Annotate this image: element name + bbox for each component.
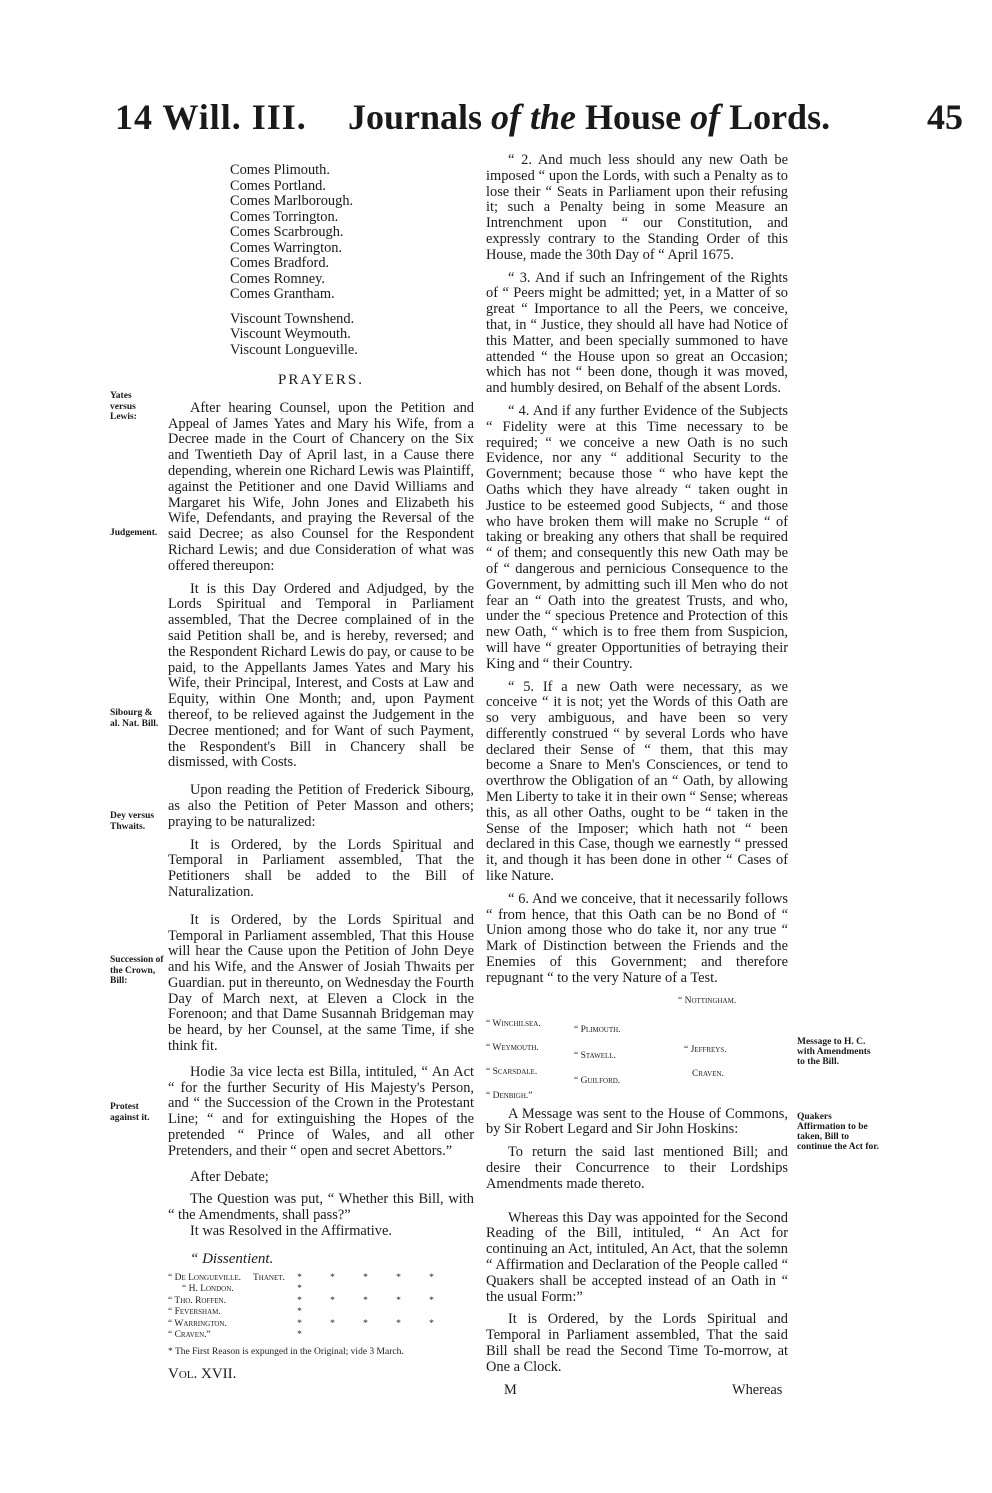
dissent-name: “ Tho. Roffen.: [168, 1295, 226, 1306]
paragraph-dey-thwaits: It is Ordered, by the Lords Spiritual and Temporal in Parliament assembled, That this House will hear the Cause upon the Petition of John Deye and his Wife, and the Answer of Josiah Thwaits per Guardian. put in thereunto, on Wednesday the Fourth Day of March next, at Eleven a Clock in the Forenoon; and that Dame Susannah Bridgeman may be heard, by her Counsel, at the same Time, if she think fit.: [168, 911, 474, 1055]
title-of-the: of the: [491, 97, 577, 137]
lord-entry: Comes Marlborough.: [230, 193, 354, 209]
signature-guilford: “ Guilford.: [574, 1075, 621, 1086]
title-lords: Lords.: [729, 97, 831, 137]
lord-entry: Comes Portland.: [230, 177, 326, 194]
paragraph-sibourg: Upon reading the Petition of Frederick Sibourg, as also the Petition of Peter Masson and others; praying to be naturalized:: [168, 782, 474, 830]
reason-5: “ 5. If a new Oath were necessary, as we conceive “ it is not; yet the Words of this Oath are so very ambiguous, and have been so very differently construed “ by several Lords who have declared their Sense of “ them, that this may become a Snare to Men's Consciences, or tend to overthrow the Obligation of an “ Oath, by allowing Men Liberty to take it in their own “ Sense; whereas this, as all other Oaths, ought to be “ taken in the Sense of the Imposer; which hath not “ been declared in this Case, though we earnestly “ pressed it, and though it has been done in other “ Cases of like Nature.: [486, 678, 788, 885]
signature-scarsdale: “ Scarsdale.: [486, 1066, 538, 1077]
signature-denbigh: “ Denbigh.”: [486, 1090, 533, 1101]
title-journals: Journals: [348, 97, 483, 137]
title-of: of: [690, 97, 721, 137]
reason-3: “ 3. And if such an Infringement of the Rights of “ Peers might be admitted; yet, in a Matter of so great “ Importance to all the Peers, we conceive, that, in “ Justice, they should all have had Notice of this Matter, and been specially summoned to have attended “ the House upon so great an Occasion; which has not “ been done, though it was moved, and humbly desired, on Behalf of the absent Lords.: [486, 269, 788, 397]
signature-plimouth: “ Plimouth.: [574, 1024, 621, 1035]
signature-craven: Craven.: [692, 1068, 724, 1079]
footnote-expunged: * The First Reason is expunged in the Original; vide 3 March.: [168, 1346, 404, 1357]
reason-2: “ 2. And much less should any new Oath be imposed “ upon the Lords, with such a Penalty as to lose their “ Seats in Parliament upon their refusing it; such a Penalty being in some Measure an Intrenchment upon “ our Constitution, and expressly contrary to the Standing Order of this House, made the 30th Day of “ April 1675.: [486, 152, 788, 263]
paragraph-judgement: It is this Day Ordered and Adjudged, by the Lords Spiritual and Temporal in Parliament assembled, That the Decree complained of in the said Petition shall be, and is hereby, reversed; and the Respondent Richard Lewis do pay, or cause to be paid, to the Appellants James Yates and Mary his Wife, their Principal, Interest, and Costs at Law and Equity, within One Month; and, upon Payment thereof, to be relieved against the Judgement in the Decree mentioned; and for Want of such Payment, the Respondent's Bill in Chancery shall be dismissed, with Costs.: [168, 580, 474, 771]
running-title: [348, 96, 830, 138]
footer-line: [486, 1383, 788, 1401]
resolved-affirmative: It was Resolved in the Affirmative.: [190, 1223, 392, 1240]
dissent-name: “ De Longueville.: [168, 1272, 241, 1283]
dissent-signatories: [168, 1273, 474, 1341]
lord-entry: Comes Grantham.: [230, 286, 335, 302]
quakers-bill-reading: Whereas this Day was appointed for the Second Reading of the Bill, intituled, “ An Act for continuing an Act, intituled, An Act, that the solemn “ Affirmation and Declaration of the People called “ Quakers shall be accepted instead of an Oath in “ the usual Form:”: [486, 1209, 788, 1305]
page-number: 45: [927, 97, 963, 137]
signature-jeffreys: “ Jeffreys.: [684, 1044, 727, 1055]
lords-list: [230, 163, 474, 358]
right-column: [486, 153, 788, 1401]
margin-note-judgement: Judgement.: [110, 528, 158, 538]
signature-weymouth: “ Weymouth.: [486, 1042, 539, 1053]
lord-entry: Comes Plimouth.: [230, 162, 330, 178]
dissent-name: “ Warrington.: [168, 1318, 227, 1329]
signature-stawell: “ Stawell.: [574, 1050, 616, 1061]
margin-note-dey: Dey versus Thwaits.: [110, 811, 155, 832]
expunged-reason-asterisks: * * * * ** * * * * ** * * * * **: [297, 1272, 434, 1341]
signature-nottingham: “ Nottingham.: [678, 995, 737, 1006]
lord-entry: Comes Warrington.: [230, 239, 343, 256]
volume-signature: Vol. XVII.: [168, 1366, 237, 1383]
signature-mark: M: [504, 1381, 517, 1398]
question-put: The Question was put, “ Whether this Bill, with “ the Amendments, shall pass?”: [168, 1191, 474, 1224]
margin-note-sibourg: Sibourg & al. Nat. Bill.: [110, 708, 159, 729]
viscount-entry: Viscount Weymouth.: [230, 326, 351, 342]
margin-note-yates: Yates versus Lewis:: [110, 391, 137, 422]
margin-note-succession: Succession of the Crown, Bill:: [110, 955, 164, 986]
margin-note-protest: Protest against it.: [110, 1102, 150, 1123]
left-column: [168, 163, 474, 1390]
paragraph-yates-appeal: After hearing Counsel, upon the Petition and Appeal of James Yates and Mary his Wife, from a Decree made in the Court of Chancery on the Six and Twentieth Day of April last, in a Cause there depending, wherein one Richard Lewis was Plaintiff, against the Petitioner and one David Williams and Margaret his Wife, John Jones and Elizabeth his Wife, Defendants, and praying the Reversal of the said Decree; as also Counsel for the Respondent Richard Lewis; and due Consideration of what was offered thereupon:: [168, 399, 474, 574]
paragraph-succession-bill: Hodie 3a vice lecta est Billa, intituled, “ An Act “ for the further Security of His Majesty's Person, and “ the Succession of the Crown in the Protestant Line; “ and for extinguishing the Hopes of the pretended “ Prince of Wales, and all other Pretenders, and their “ open and secret Abettors.”: [168, 1063, 474, 1159]
dissent-name-thanet: Thanet.: [253, 1272, 285, 1283]
return-bill: To return the said last mentioned Bill; and desire their Concurrence to their Lordships Amendments made thereto.: [486, 1144, 788, 1192]
reason-6: “ 6. And we conceive, that it necessarily follows “ from hence, that this Oath can be no Bond of “ Union among those who do take it, nor any true “ Mark of Distinction between the Friends and the Enemies of this Government; and therefore repugnant “ to the very Nature of a Test.: [486, 890, 788, 986]
signature-winchilsea: “ Winchilsea.: [486, 1018, 541, 1029]
lord-entry: Comes Bradford.: [230, 255, 330, 271]
message-to-commons: A Message was sent to the House of Commons, by Sir Robert Legard and Sir John Hoskins:: [486, 1105, 788, 1138]
lord-entry: Comes Torrington.: [230, 208, 339, 225]
reason-4: “ 4. And if any further Evidence of the Subjects “ Fidelity were at this Time necessary to be required; “ we conceive a new Oath is no such Evidence, nor any “ additional Security to the Government; because those “ who have kept the Oaths which they have already “ taken ought in Justice to be esteemed good Subjects, “ and those who have broken them will make no Scruple “ of taking or breaking any others that shall be required “ of them; and consequently this new Oath may be of “ dangerous and pernicious Consequence to the Government, by admitting such ill Men who do not fear an “ Oath into the greatest Trusts, and who, under the “ specious Pretence and Protection of this new Oath, “ which is to free them from Suspicion, will have “ greater Opportunities of betraying their King and “ their Country.: [486, 402, 788, 672]
dissent-name: “ H. London.: [182, 1284, 234, 1295]
viscount-entry: Viscount Longueville.: [230, 341, 358, 358]
dissent-name: “ Feversham.: [168, 1307, 221, 1318]
dissent-heading: “ Dissentient.: [190, 1250, 274, 1267]
protest-signatures: [486, 994, 788, 1099]
dissent-name: “ Craven.”: [168, 1330, 211, 1341]
margin-note-message: Message to H. C. with Amendments to the Bill.: [797, 1037, 871, 1067]
viscount-entry: Viscount Townshend.: [230, 310, 355, 327]
title-house: House: [585, 97, 682, 137]
quakers-order: It is Ordered, by the Lords Spiritual and Temporal in Parliament assembled, That the said Bill shall be read the Second Time To-morrow, at One a Clock.: [486, 1311, 788, 1375]
paragraph-naturalization-order: It is Ordered, by the Lords Spiritual and Temporal in Parliament assembled, That the Petitioners shall be added to the Bill of Naturalization.: [168, 836, 474, 900]
regnal-year: 14 Will. III.: [115, 97, 307, 137]
lord-entry: Comes Scarbrough.: [230, 224, 344, 240]
catchword: Whereas: [732, 1381, 783, 1398]
prayers-heading: PRAYERS.: [278, 372, 364, 388]
page-header: [0, 96, 992, 156]
lord-entry: Comes Romney.: [230, 270, 326, 287]
after-debate: After Debate;: [190, 1168, 269, 1185]
margin-note-quakers: Quakers Affirmation to be taken, Bill to continue the Act for.: [797, 1112, 879, 1152]
